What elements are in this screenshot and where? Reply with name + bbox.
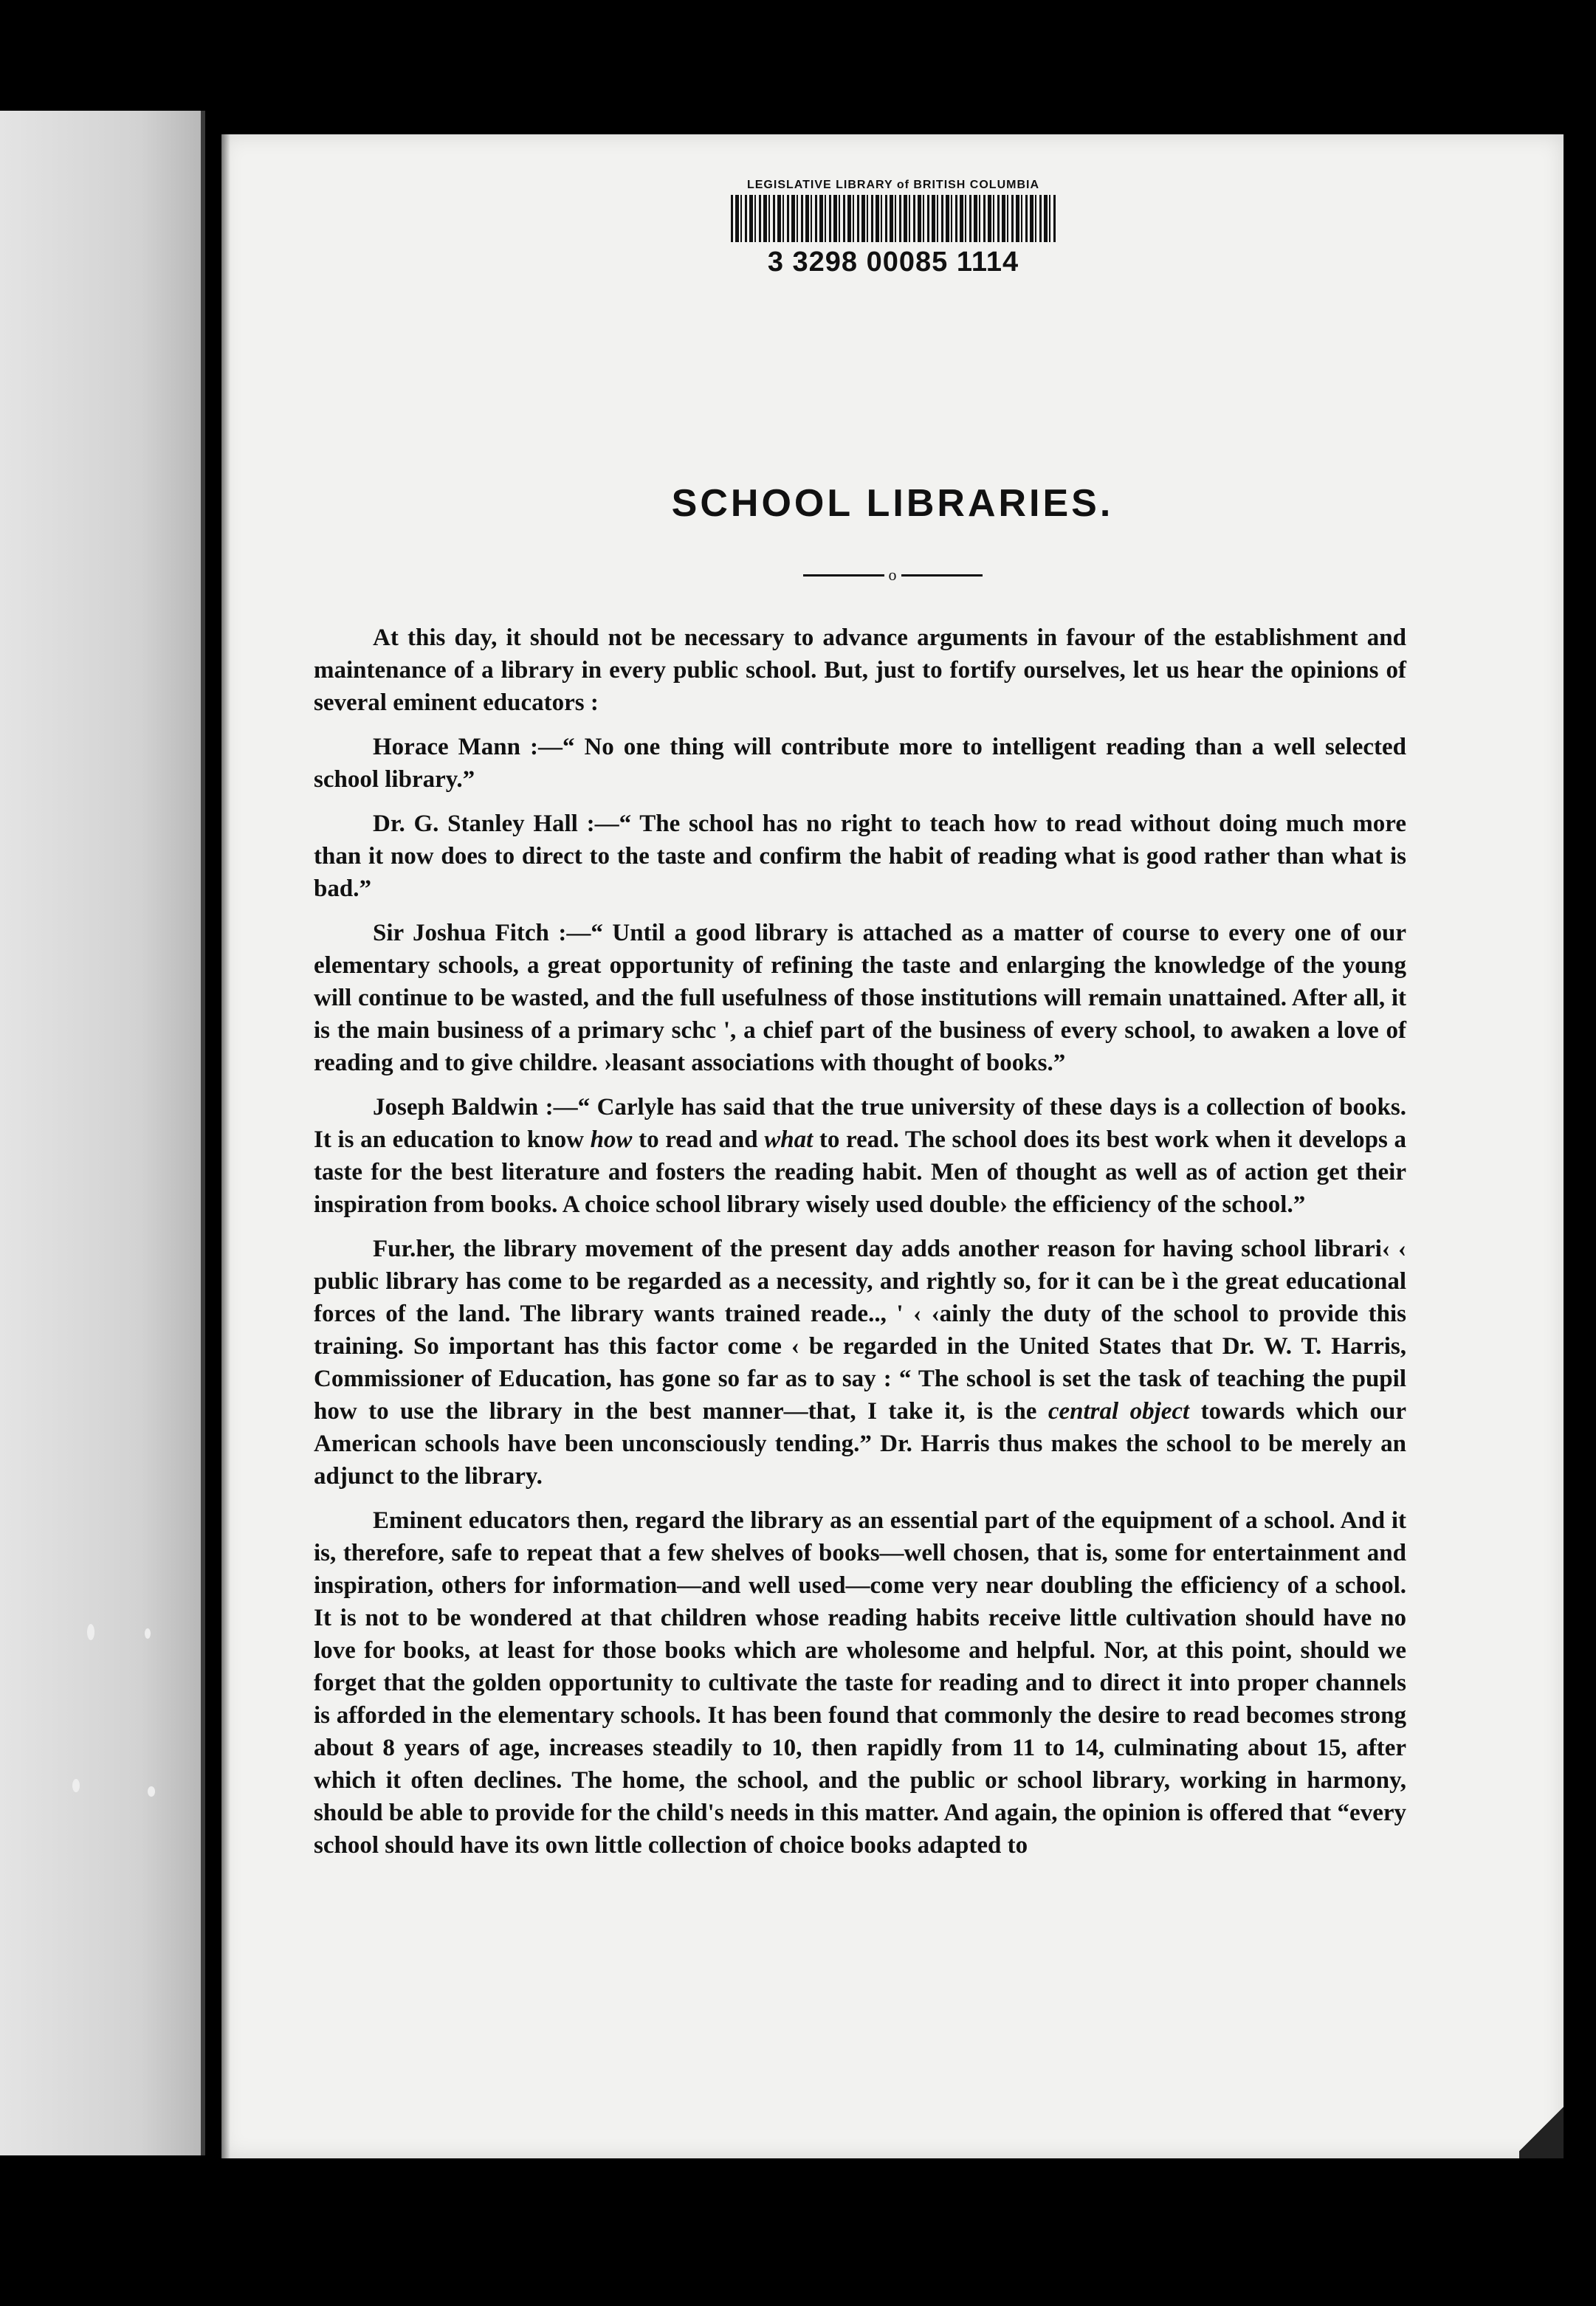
- previous-page-edge: [0, 111, 205, 2155]
- baldwin-emphasis-how: how: [590, 1126, 633, 1153]
- paragraph-stanley-hall: Dr. G. Stanley Hall :—“ The school has no right to teach how to read without doing much more than it now does to direct to the taste and confirm the habit of reading what is good rather than what is bad.”: [314, 810, 1406, 902]
- paragraph-library-movement: [314, 1233, 1406, 1493]
- margin-speck: [87, 1624, 94, 1640]
- document-page: [221, 134, 1564, 2158]
- baldwin-text-3: to read. The school does its best work when it develops a taste for the best literature and fosters the reading habit. Men of thought as well as of action get their inspiration from books. A choice school library wisely used double› the efficiency of the school.”: [314, 1126, 1406, 1218]
- margin-speck: [145, 1628, 151, 1639]
- barcode-bars: [731, 195, 1056, 242]
- page-title: SCHOOL LIBRARIES.: [671, 482, 1114, 525]
- baldwin-text-1: Joseph Baldwin :—“ Carlyle has said that the true university of these days is a collection of books. It is an education to know: [314, 1094, 1406, 1153]
- binding-shadow: [221, 134, 230, 2158]
- ornament-mark: o: [888, 565, 897, 585]
- ornament-rule-left: [803, 574, 884, 576]
- baldwin-emphasis-what: what: [764, 1126, 814, 1153]
- movement-emphasis-central-object: central object: [1048, 1398, 1190, 1425]
- page-corner: [1519, 2099, 1564, 2158]
- paragraph-joseph-baldwin: [314, 1091, 1406, 1221]
- barcode-number: 3 3298 00085 1114: [767, 247, 1019, 278]
- paragraph-intro: At this day, it should not be necessary to advance arguments in favour of the establishment and maintenance of a library in every public school. But, just to fortify ourselves, let us hear the opinions of several eminent educators :: [314, 624, 1406, 716]
- paragraph-joshua-fitch: Sir Joshua Fitch :—“ Until a good library is attached as a matter of course to every one of our elementary schools, a great opportunity of refining the taste and enlarging the knowledge of the young will continue to be wasted, and the full usefulness of those institutions will remain unattained. After all, it is the main business of a primary schc ', a chief part of the business of every school, to awaken a love of reading and to give childre. ›leasant associations with thought of books.”: [314, 920, 1406, 1076]
- library-barcode: [723, 179, 1063, 278]
- barcode-label: LEGISLATIVE LIBRARY of BRITISH COLUMBIA: [746, 179, 1040, 191]
- baldwin-text-2: to read and: [632, 1126, 765, 1153]
- ornament-rule-right: [901, 574, 983, 576]
- article-body: [314, 622, 1406, 1873]
- movement-text-1: Fur.her, the library movement of the present day adds another reason for having school librari‹ ‹ public library has come to be regarded as a necessity, and rightly so, for it can be ì the great educational forces of the land. The library wants trained reade.., ' ‹ ‹ainly the duty of the school to provide this training. So important has this factor come ‹ be regarded in the United States that Dr. W. T. Harris, Commissioner of Education, has gone so far as to say : “ The school is set the task of teaching the pupil how to use the library in the best manner—that, I take it, is the: [314, 1236, 1406, 1425]
- paragraph-horace-mann: Horace Mann :—“ No one thing will contribute more to intelligent reading than a well selected school library.”: [314, 734, 1406, 793]
- movement-text-2: towards which our American schools have been unconsciously tending.” Dr. Harris thus makes the school to be merely an adjunct to the library.: [314, 1398, 1406, 1490]
- title-ornament: [221, 562, 1564, 586]
- margin-speck: [148, 1786, 155, 1797]
- paragraph-eminent-educators: Eminent educators then, regard the library as an essential part of the equipment of a school. And it is, therefore, safe to repeat that a few shelves of books—well chosen, that is, some for entertainment and inspiration, others for information—and well used—come very near doubling the efficiency of a school. It is not to be wondered at that children whose reading habits receive little cultivation should have no love for books, at least for those books which are wholesome and helpful. Nor, at this point, should we forget that the golden opportunity to cultivate the taste for reading and to direct it into proper channels is afforded in the elementary schools. It has been found that commonly the desire to read becomes strong about 8 years of age, increases steadily to 10, then rapidly from 11 to 14, culminating about 15, after which it often declines. The home, the school, and the public or school library, working in harmony, should be able to provide for the child's needs in this matter. And again, the opinion is offered that “every school should have its own little collection of choice books adapted to: [314, 1507, 1406, 1859]
- margin-speck: [72, 1779, 80, 1792]
